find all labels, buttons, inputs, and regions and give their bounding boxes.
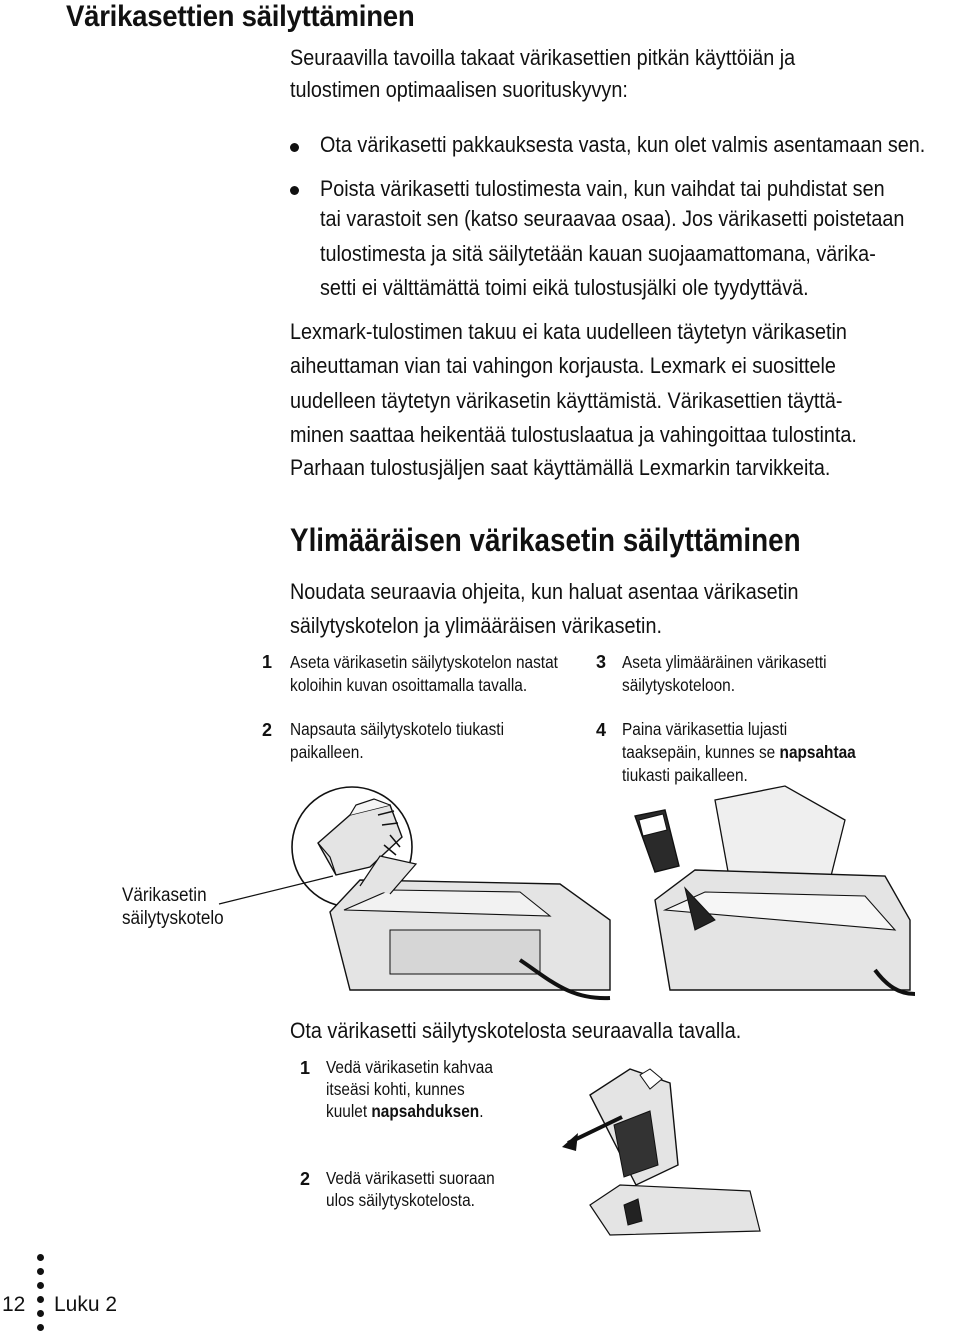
step-2-line-2: paikalleen. [290,742,364,762]
bullet-1-line-1: Ota värikasetti pakkauksesta vasta, kun olet valmis asentamaan sen. [320,132,926,157]
footer-dots [37,1254,45,1340]
remove-step-2-line-2: ulos säilytyskotelosta. [326,1190,475,1210]
step-4-line-2: taaksepäin, kunnes se napsahtaa [622,742,856,762]
callout-label-line-2: säilytyskotelo [122,908,224,929]
section3-intro: Ota värikasetti säilytyskotelosta seuraavalla tavalla. [290,1018,742,1043]
section-heading: Ylimääräisen värikasetin säilyttäminen [290,522,801,558]
remove-step-1-line-1: Vedä värikasetin kahvaa [326,1057,493,1077]
warranty-line-5: Parhaan tulostusjäljen saat käyttämällä Lexmarkin tarvikkeita. [290,455,831,480]
callout-label-line-1: Värikasetin [122,885,207,906]
page-title: Värikasettien säilyttäminen [66,0,415,33]
step-number: 2 [262,720,273,740]
printer-cartridge-illustration [625,780,915,1010]
remove-step-1-line-3: kuulet napsahduksen. [326,1101,484,1121]
step-2-line-1: Napsauta säilytyskotelo tiukasti [290,719,504,739]
section2-intro-line-2: säilytyskotelon ja ylimääräisen värikasetin. [290,613,662,638]
step-3-line-2: säilytyskoteloon. [622,675,735,695]
intro-line-1: Seuraavilla tavoilla takaat värikasettien pitkän käyttöiän ja [290,45,796,70]
bullet-2-line-1: Poista värikasetti tulostimesta vain, kun vaihdat tai puhdistat sen [320,176,885,201]
step-number: 3 [596,652,607,672]
step-number: 4 [596,720,607,740]
step-1-line-2: koloihin kuvan osoittamalla tavalla. [290,675,528,695]
remove-step-2-line-1: Vedä värikasetti suoraan [326,1168,495,1188]
bullet-dot [290,186,299,195]
warranty-line-1: Lexmark-tulostimen takuu ei kata uudelleen täytetyn värikasetin [290,319,847,344]
bullet-dot [290,143,299,152]
step-4-line-3: tiukasti paikalleen. [622,765,748,785]
bullet-2-line-2: tai varastoit sen (katso seuraavaa osaa). Jos värikasetti poistetaan [320,206,905,231]
section2-intro-line-1: Noudata seuraavia ohjeita, kun haluat asentaa värikasetin [290,579,799,604]
warranty-line-4: minen saattaa heikentää tulostuslaatua ja vahingoittaa tulostinta. [290,422,857,447]
bullet-2-line-3: tulostimesta ja sitä säilytetään kauan suojaamattomana, värika- [320,241,876,266]
step-1-line-1: Aseta värikasetin säilytyskotelon nastat [290,652,558,672]
chapter-label: Luku 2 [54,1293,118,1316]
page-number: 12 [2,1293,26,1316]
step-number: 1 [300,1058,311,1078]
bullet-2-line-4: setti ei välttämättä toimi eikä tulostusjälki ole tyydyttävä. [320,275,809,300]
remove-step-1-line-2: itseäsi kohti, kunnes [326,1079,465,1099]
printer-illustration [320,850,640,1010]
removal-illustration [550,1055,770,1245]
intro-line-2: tulostimen optimaalisen suorituskyvyn: [290,77,628,102]
step-number: 2 [300,1169,311,1189]
warranty-line-2: aiheuttaman vian tai vahingon korjausta. Lexmark ei suosittele [290,353,836,378]
step-4-line-1: Paina värikasettia lujasti [622,719,788,739]
step-number: 1 [262,652,273,672]
step-3-line-1: Aseta ylimääräinen värikasetti [622,652,827,672]
warranty-line-3: uudelleen täytetyn värikasetin käyttämistä. Värikasettien täyttä- [290,388,843,413]
